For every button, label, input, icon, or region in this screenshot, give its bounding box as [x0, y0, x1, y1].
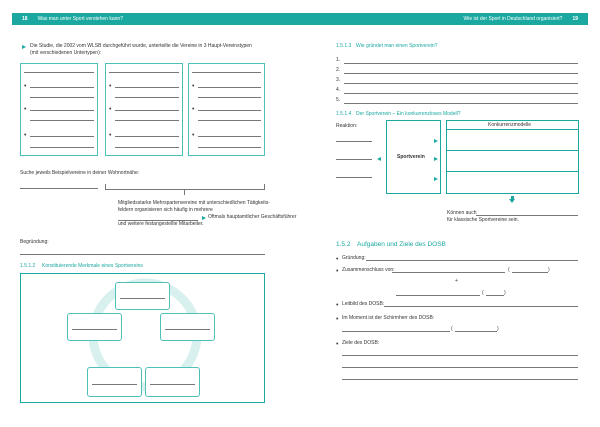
answer-line[interactable] [30, 147, 94, 148]
section-title: Wie gründet man einen Sportverein? [356, 43, 438, 49]
answer-line[interactable] [150, 384, 195, 385]
section-number: 1.5.1.2 [20, 263, 36, 269]
arrow-right-icon [202, 216, 206, 220]
answer-line[interactable] [366, 260, 578, 261]
open-paren: ( [482, 290, 484, 296]
answer-line[interactable] [344, 93, 578, 94]
answer-line[interactable] [115, 110, 179, 111]
answer-line[interactable] [92, 384, 137, 385]
list-label: 1. [336, 57, 341, 63]
bullet-icon: • [336, 316, 339, 323]
arrow-right-icon [434, 139, 438, 143]
open-paren: ( [451, 326, 453, 332]
answer-line[interactable] [396, 295, 480, 296]
bullet-icon: • [192, 106, 195, 113]
answer-line[interactable] [30, 87, 94, 88]
sportverein-label: Sportverein [397, 154, 425, 160]
answer-line[interactable] [72, 329, 117, 330]
left-page-header [12, 13, 300, 25]
open-paren: ( [508, 267, 510, 273]
answer-line[interactable] [342, 367, 578, 368]
right-page-header [300, 13, 588, 25]
answer-line[interactable] [30, 97, 94, 98]
plus-sign: + [455, 278, 458, 284]
feature-box-top [115, 282, 170, 310]
answer-line[interactable] [30, 110, 94, 111]
bullet-icon: • [24, 132, 27, 139]
list-label: 5. [336, 97, 341, 103]
arrow-right-icon [22, 45, 26, 49]
answer-line[interactable] [30, 120, 94, 121]
intro-text-line1: Die Studie, die 2002 vom WLSB durchgeführt wurde, unterteilte die Vereine in 3 Haupt-Vereinstypen [30, 43, 252, 49]
feature-box-left [67, 313, 122, 341]
zusammenschluss-label: Zusammenschluss von: [342, 267, 395, 273]
arrow-right-icon [434, 177, 438, 181]
schirmherr-label: Im Moment ist der Schirmherr des DOSB: [342, 315, 435, 321]
answer-line[interactable] [342, 355, 578, 356]
bullet-icon: • [336, 256, 339, 263]
answer-line[interactable] [120, 298, 165, 299]
answer-line[interactable] [115, 136, 179, 137]
answer-line[interactable] [198, 147, 261, 148]
left-page-number: 18 [22, 16, 28, 22]
konkurrenz-header: Konkurrenzmodelle [488, 122, 532, 128]
klassisch-text: für klassische Sportvereine sein. [447, 217, 519, 223]
answer-line[interactable] [512, 272, 548, 273]
bullet-icon: • [336, 302, 339, 309]
answer-line[interactable] [198, 87, 261, 88]
list-label: 4. [336, 87, 341, 93]
right-running-title: Wie ist der Sport in Deutschland organisiert? [463, 16, 563, 22]
answer-line[interactable] [198, 120, 261, 121]
reaktion-label: Reaktion: [336, 123, 358, 129]
answer-line[interactable] [109, 72, 179, 73]
answer-line[interactable] [115, 87, 179, 88]
feature-box-bottom-left [87, 367, 142, 397]
list-label: 2. [336, 67, 341, 73]
answer-line[interactable] [30, 136, 94, 137]
answer-line[interactable] [344, 103, 578, 104]
answer-line[interactable] [486, 295, 504, 296]
left-running-title: Was man unter Sport verstehen kann? [37, 16, 123, 22]
answer-line[interactable] [165, 329, 210, 330]
answer-line[interactable] [344, 63, 578, 64]
answer-line[interactable] [115, 147, 179, 148]
section-title: Aufgaben und Ziele des DOSB [357, 241, 446, 248]
intro-text-line2: (mit verschiedenen Untertypen): [30, 50, 102, 56]
section-number: 1.5.1.4 [336, 111, 352, 117]
close-paren: ) [548, 267, 550, 273]
bullet-icon: • [336, 341, 339, 348]
konkurrenz-table [446, 120, 579, 194]
answer-line[interactable] [24, 72, 94, 73]
bullet-icon: • [192, 132, 195, 139]
bullet-icon: • [109, 83, 112, 90]
answer-line[interactable] [20, 188, 98, 189]
answer-line[interactable] [342, 331, 450, 332]
answer-line[interactable] [336, 159, 372, 160]
answer-line[interactable] [342, 379, 578, 380]
right-page-number: 19 [572, 16, 578, 22]
section-title: Konstituierende Merkmale eines Sportvereins [42, 263, 143, 269]
bracket-line [105, 184, 265, 190]
table-divider [446, 171, 579, 172]
begruendung-label: Begründung: [20, 239, 49, 245]
answer-line[interactable] [344, 83, 578, 84]
section-title: Der Sportverein – Ein konkurrenzloses Modell? [356, 111, 461, 117]
answer-line[interactable] [198, 97, 261, 98]
answer-line[interactable] [392, 272, 505, 273]
feature-box-bottom-right [145, 367, 200, 397]
ziele-label: Ziele des DOSB: [342, 340, 380, 346]
description-line2: feldern organisieren sich häufig in mehrere [118, 207, 213, 213]
gruendung-label: Gründung: [342, 255, 366, 261]
koennen-label: Können auch [447, 210, 477, 216]
bullet-icon: • [24, 106, 27, 113]
answer-line[interactable] [455, 331, 497, 332]
list-label: 3. [336, 77, 341, 83]
bullet-icon: • [109, 132, 112, 139]
arrow-left-icon [377, 157, 381, 161]
table-divider [446, 129, 579, 130]
bullet-icon: • [192, 83, 195, 90]
description-line3: Oftmals hauptamtlicher Geschäftsführer [208, 214, 297, 220]
bullet-icon: • [24, 83, 27, 90]
search-instruction: Suche jeweils Beispielvereine in deiner Wohnortnähe: [20, 170, 140, 176]
bullet-icon: • [109, 106, 112, 113]
arrow-down-icon [509, 199, 515, 203]
answer-line[interactable] [20, 254, 265, 255]
answer-line[interactable] [198, 136, 261, 137]
answer-line[interactable] [115, 97, 179, 98]
answer-line[interactable] [336, 141, 372, 142]
close-paren: ) [504, 290, 506, 296]
bullet-icon: • [336, 268, 339, 275]
arrow-right-icon [434, 157, 438, 161]
table-divider [446, 150, 579, 151]
feature-box-right [160, 313, 215, 341]
description-line1: Mitgliedsstarke Mehrspartenvereine mit unterschiedlichen Tätigkeits- [118, 200, 270, 206]
answer-line[interactable] [192, 72, 261, 73]
close-paren: ) [497, 326, 499, 332]
answer-line[interactable] [476, 215, 578, 216]
bracket-stem [184, 190, 185, 195]
answer-line[interactable] [115, 120, 179, 121]
leitbild-label: Leitbild des DOSB: [342, 301, 385, 307]
description-line4: und weitere festangestellte Mitarbeiter. [118, 221, 204, 227]
section-number: 1.5.1.3 [336, 43, 352, 49]
answer-line[interactable] [336, 177, 372, 178]
answer-line[interactable] [198, 110, 261, 111]
answer-line[interactable] [344, 73, 578, 74]
section-number: 1.5.2 [336, 241, 351, 248]
answer-line[interactable] [384, 306, 578, 307]
